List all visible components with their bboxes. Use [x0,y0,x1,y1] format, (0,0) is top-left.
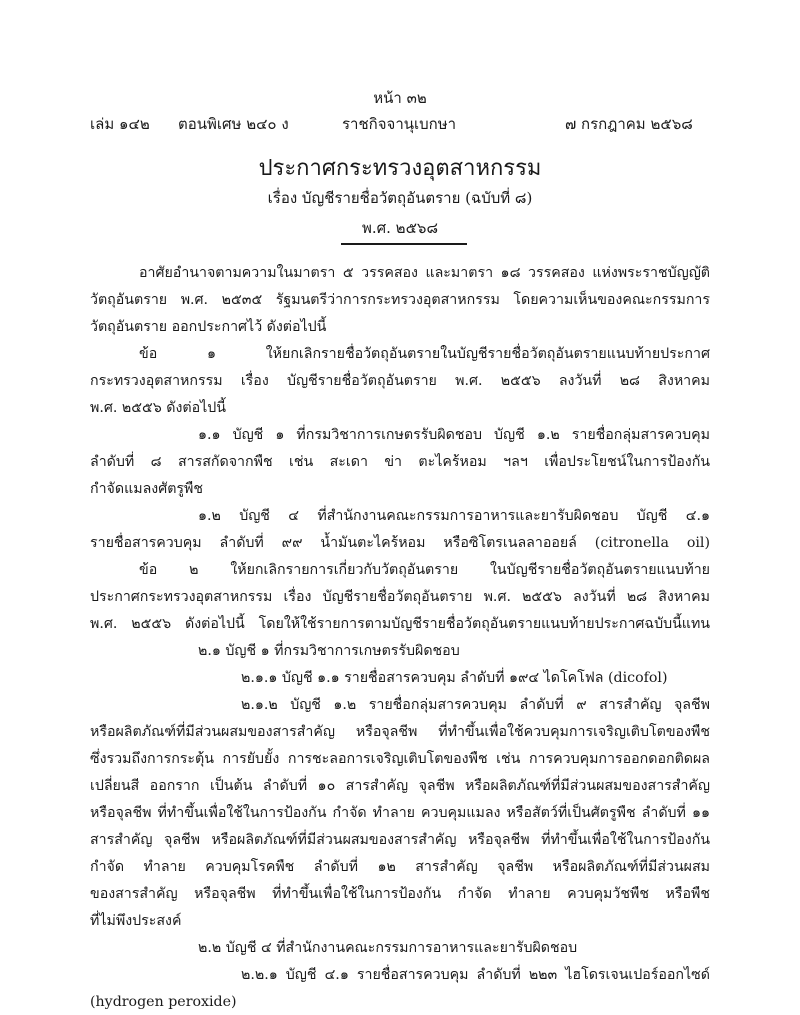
body-line: วัตถุอันตราย พ.ศ. ๒๕๓๕ รัฐมนตรีว่าการกระทรวงอุตสาหกรรม โดยความเห็นของคณะกรรมการ [90,292,710,308]
body-line: เปลี่ยนสี ออกราก เป็นต้น ลำดับที่ ๑๐ สารสำคัญ จุลชีพ หรือผลิตภัณฑ์ที่มีส่วนผสมของสารสำคัญ [90,778,710,794]
volume-number: เล่ม ๑๔๒ [90,115,150,133]
body-line: พ.ศ. ๒๕๕๖ ดังต่อไปนี้ โดยให้ใช้รายการตามบัญชีรายชื่อวัตถุอันตรายแนบท้ายประกาศฉบับนี้แทน [90,616,710,632]
body-line: รายชื่อสารควบคุม ลำดับที่ ๙๙ น้ำมันตะไคร้หอม หรือซิโตรเนลลาออยล์ (citronella oil) [90,535,710,551]
body-line: สารสำคัญ จุลชีพ หรือผลิตภัณฑ์ที่มีส่วนผสมของสารสำคัญ หรือจุลชีพ ที่ทำขึ้นเพื่อใช้ในการป้องกัน [90,832,710,848]
issue-number: ตอนพิเศษ ๒๔๐ ง [178,115,289,133]
body-line: ประกาศกระทรวงอุตสาหกรรม เรื่อง บัญชีรายชื่อวัตถุอันตราย พ.ศ. ๒๕๕๖ ลงวันที่ ๒๘ สิงหาคม [90,589,710,605]
body-line: ๒.๑ บัญชี ๑ ที่กรมวิชาการเกษตรรับผิดชอบ [198,643,460,659]
body-line: หรือจุลชีพ ที่ทำขึ้นเพื่อใช้ในการป้องกัน กำจัด ทำลาย ควบคุมแมลง หรือสัตว์ที่เป็นศัตรูพืช ลำดับที่ ๑๑ [90,805,710,821]
body-line: ๒.๑.๑ บัญชี ๑.๑ รายชื่อสารควบคุม ลำดับที่ ๑๙๔ ไดโคโฟล (dicofol) [241,670,668,686]
body-line: ที่ไม่พึงประสงค์ [90,913,182,929]
body-line: (hydrogen peroxide) [90,994,237,1010]
announcement-subject: เรื่อง บัญชีรายชื่อวัตถุอันตราย (ฉบับที่ ๘) [267,189,533,207]
body-line: ๒.๒.๑ บัญชี ๔.๑ รายชื่อสารควบคุม ลำดับที่ ๒๒๓ ไฮโดรเจนเปอร์ออกไซด์ [241,967,710,983]
body-line: ๑.๒ บัญชี ๔ ที่สำนักงานคณะกรรมการอาหารและยารับผิดชอบ บัญชี ๔.๑ [198,508,710,524]
announcement-year: พ.ศ. ๒๕๖๘ [361,219,439,237]
body-line: พ.ศ. ๒๕๕๖ ดังต่อไปนี้ [90,400,226,416]
body-line: ข้อ ๑ ให้ยกเลิกรายชื่อวัตถุอันตรายในบัญชีรายชื่อวัตถุอันตรายแนบท้ายประกาศ [139,346,710,362]
body-line: ลำดับที่ ๘ สารสกัดจากพืช เช่น สะเดา ข่า ตะไคร้หอม ฯลฯ เพื่อประโยชน์ในการป้องกัน [90,454,710,470]
body-line: กระทรวงอุตสาหกรรม เรื่อง บัญชีรายชื่อวัตถุอันตราย พ.ศ. ๒๕๕๖ ลงวันที่ ๒๘ สิงหาคม [90,373,710,389]
body-line: ของสารสำคัญ หรือจุลชีพ ที่ทำขึ้นเพื่อใช้ในการป้องกัน กำจัด ทำลาย ควบคุมวัชพืช หรือพืช [90,886,710,902]
body-line: ข้อ ๒ ให้ยกเลิกรายการเกี่ยวกับวัตถุอันตราย ในบัญชีรายชื่อวัตถุอันตรายแนบท้าย [139,562,710,578]
body-line: วัตถุอันตราย ออกประกาศไว้ ดังต่อไปนี้ [90,319,327,335]
body-line: หรือผลิตภัณฑ์ที่มีส่วนผสมของสารสำคัญ หรือจุลชีพ ที่ทำขึ้นเพื่อใช้ควบคุมการเจริญเติบโตของพืช [90,724,710,740]
body-line: ซึ่งรวมถึงการกระตุ้น การยับยั้ง การชะลอการเจริญเติบโตของพืช เช่น การควบคุมการออกดอกติดผล [90,751,710,767]
body-line: อาศัยอำนาจตามความในมาตรา ๕ วรรคสอง และมาตรา ๑๘ วรรคสอง แห่งพระราชบัญญัติ [139,265,710,281]
body-line: กำจัด ทำลาย ควบคุมโรคพืช ลำดับที่ ๑๒ สารสำคัญ จุลชีพ หรือผลิตภัณฑ์ที่มีส่วนผสม [90,859,710,875]
body-line: ๒.๒ บัญชี ๔ ที่สำนักงานคณะกรรมการอาหารและยารับผิดชอบ [198,940,578,956]
page-number: หน้า ๓๒ [373,89,427,107]
gazette-name: ราชกิจจานุเบกษา [342,115,457,133]
announcement-title: ประกาศกระทรวงอุตสาหกรรม [258,156,542,181]
title-divider [341,243,467,245]
body-line: กำจัดแมลงศัตรูพืช [90,481,204,497]
publish-date: ๗ กรกฎาคม ๒๕๖๘ [565,115,693,133]
body-line: ๑.๑ บัญชี ๑ ที่กรมวิชาการเกษตรรับผิดชอบ บัญชี ๑.๒ รายชื่อกลุ่มสารควบคุม [198,427,710,443]
body-line: ๒.๑.๒ บัญชี ๑.๒ รายชื่อกลุ่มสารควบคุม ลำดับที่ ๙ สารสำคัญ จุลชีพ [241,697,710,713]
